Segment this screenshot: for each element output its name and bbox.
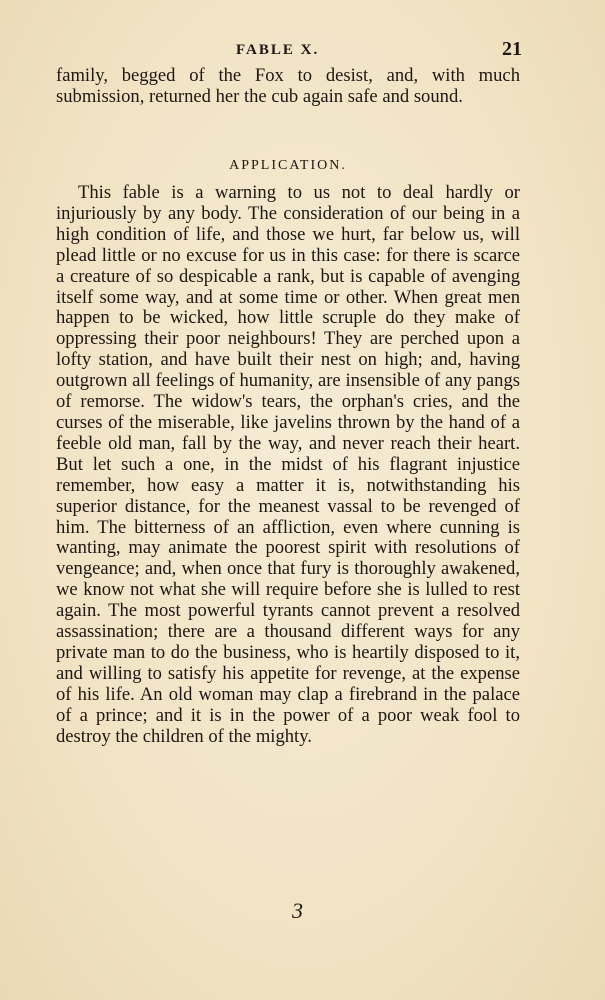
running-head <box>56 38 520 64</box>
printer-signature-mark: 3 <box>292 898 303 923</box>
book-page <box>56 0 520 1000</box>
section-heading: APPLICATION. <box>229 158 347 173</box>
chapter-title: FABLE X. <box>236 42 320 58</box>
intro-paragraph: family, begged of the Fox to desist, and, with much submission, returned her the cub again safe and sound. <box>56 65 520 107</box>
intro-paragraph-block <box>56 66 520 108</box>
application-paragraph: This fable is a warning to us not to deal hardly or injuriously by any body. The consideration of our being in a high condition of life, and those we hurt, far below us, will plead little or no excuse for us in this case: for there is scarce a creature of so despicable a rank, but is capable of avenging itself some way, and at some time or other. When great men happen to be wicked, how little scruple do they make of oppressing their poor neighbours! They are perched upon a lofty station, and have built their nest on high; and, having outgrown all feelings of humanity, are insensible of any pangs of remorse. The widow's tears, the orphan's cries, and the curses of the miserable, like javelins thrown by the hand of a feeble old man, fall by the way, and never reach their heart. But let such a one, in the midst of his flagrant injustice remember, how easy a matter it is, notwithstanding his superior distance, for the meanest vassal to be revenged of him. The bitterness of an affliction, even where cunning is wanting, may animate the poorest spirit with resolutions of vengeance; and, when once that fury is thoroughly awakened, we know not what she will require before she is lulled to rest again. The most powerful tyrants cannot prevent a resolved assassination; there are a thousand different ways for any private man to do the business, who is heartily disposed to it, and willing to satisfy his appetite for revenge, at the expense of his life. An old woman may clap a firebrand in the palace of a prince; and it is in the power of a poor weak fool to destroy the children of the mighty. <box>56 182 520 747</box>
page-number: 21 <box>502 38 522 60</box>
application-block <box>56 183 520 747</box>
